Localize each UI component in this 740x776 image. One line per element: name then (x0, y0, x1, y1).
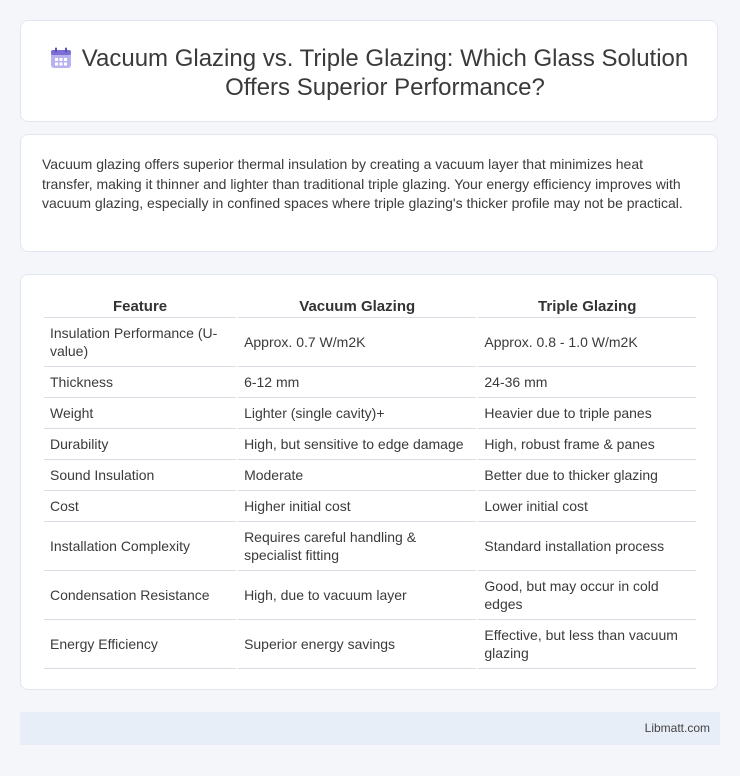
table-cell: Requires careful handling & specialist fitting (238, 522, 476, 571)
table-row (44, 460, 696, 491)
table-cell: Moderate (238, 460, 476, 491)
table-cell: Lower initial cost (478, 491, 696, 522)
table-cell: Higher initial cost (238, 491, 476, 522)
table-cell: High, due to vacuum layer (238, 571, 476, 620)
page-title: Vacuum Glazing vs. Triple Glazing: Which Glass Solution Offers Superior Performance? (81, 45, 689, 101)
intro-paragraph: Vacuum glazing offers superior thermal insulation by creating a vacuum layer that minimizes heat transfer, making it thinner and lighter than traditional triple glazing. Your energy efficiency improves with vacuum glazing, especially in confined spaces where triple glazing's thicker profile may not be practical. (42, 156, 683, 212)
table-cell: Standard installation process (478, 522, 696, 571)
table-cell: Heavier due to triple panes (478, 398, 696, 429)
table-row (44, 571, 696, 620)
footer-brand-link[interactable]: Libmatt.com (644, 721, 710, 735)
footer (20, 712, 720, 745)
table-cell: Condensation Resistance (44, 571, 236, 620)
column-header: Feature (44, 295, 236, 318)
column-header: Triple Glazing (478, 295, 696, 318)
table-row (44, 522, 696, 571)
table-cell: Better due to thicker glazing (478, 460, 696, 491)
comparison-card (20, 274, 718, 690)
intro-card (20, 134, 718, 252)
table-cell: Cost (44, 491, 236, 522)
table-cell: 6-12 mm (238, 367, 476, 398)
table-cell: Sound Insulation (44, 460, 236, 491)
table-cell: Good, but may occur in cold edges (478, 571, 696, 620)
table-row (44, 429, 696, 460)
table-cell: Approx. 0.8 - 1.0 W/m2K (478, 318, 696, 367)
table-cell: Approx. 0.7 W/m2K (238, 318, 476, 367)
table-cell: Effective, but less than vacuum glazing (478, 620, 696, 669)
table-cell: Energy Efficiency (44, 620, 236, 669)
table-cell: Durability (44, 429, 236, 460)
table-cell: High, but sensitive to edge damage (238, 429, 476, 460)
table-cell: High, robust frame & panes (478, 429, 696, 460)
table-cell: Superior energy savings (238, 620, 476, 669)
table-cell: Installation Complexity (44, 522, 236, 571)
table-cell: Weight (44, 398, 236, 429)
title-card (20, 20, 718, 122)
table-cell: Insulation Performance (U-value) (44, 318, 236, 367)
table-row (44, 318, 696, 367)
table-row (44, 491, 696, 522)
table-row (44, 367, 696, 398)
table-row (44, 620, 696, 669)
table-cell: Lighter (single cavity)+ (238, 398, 476, 429)
column-header: Vacuum Glazing (238, 295, 476, 318)
table-cell: 24-36 mm (478, 367, 696, 398)
table-header-row (44, 295, 696, 318)
table-row (44, 398, 696, 429)
table-cell: Thickness (44, 367, 236, 398)
comparison-table (42, 295, 698, 669)
